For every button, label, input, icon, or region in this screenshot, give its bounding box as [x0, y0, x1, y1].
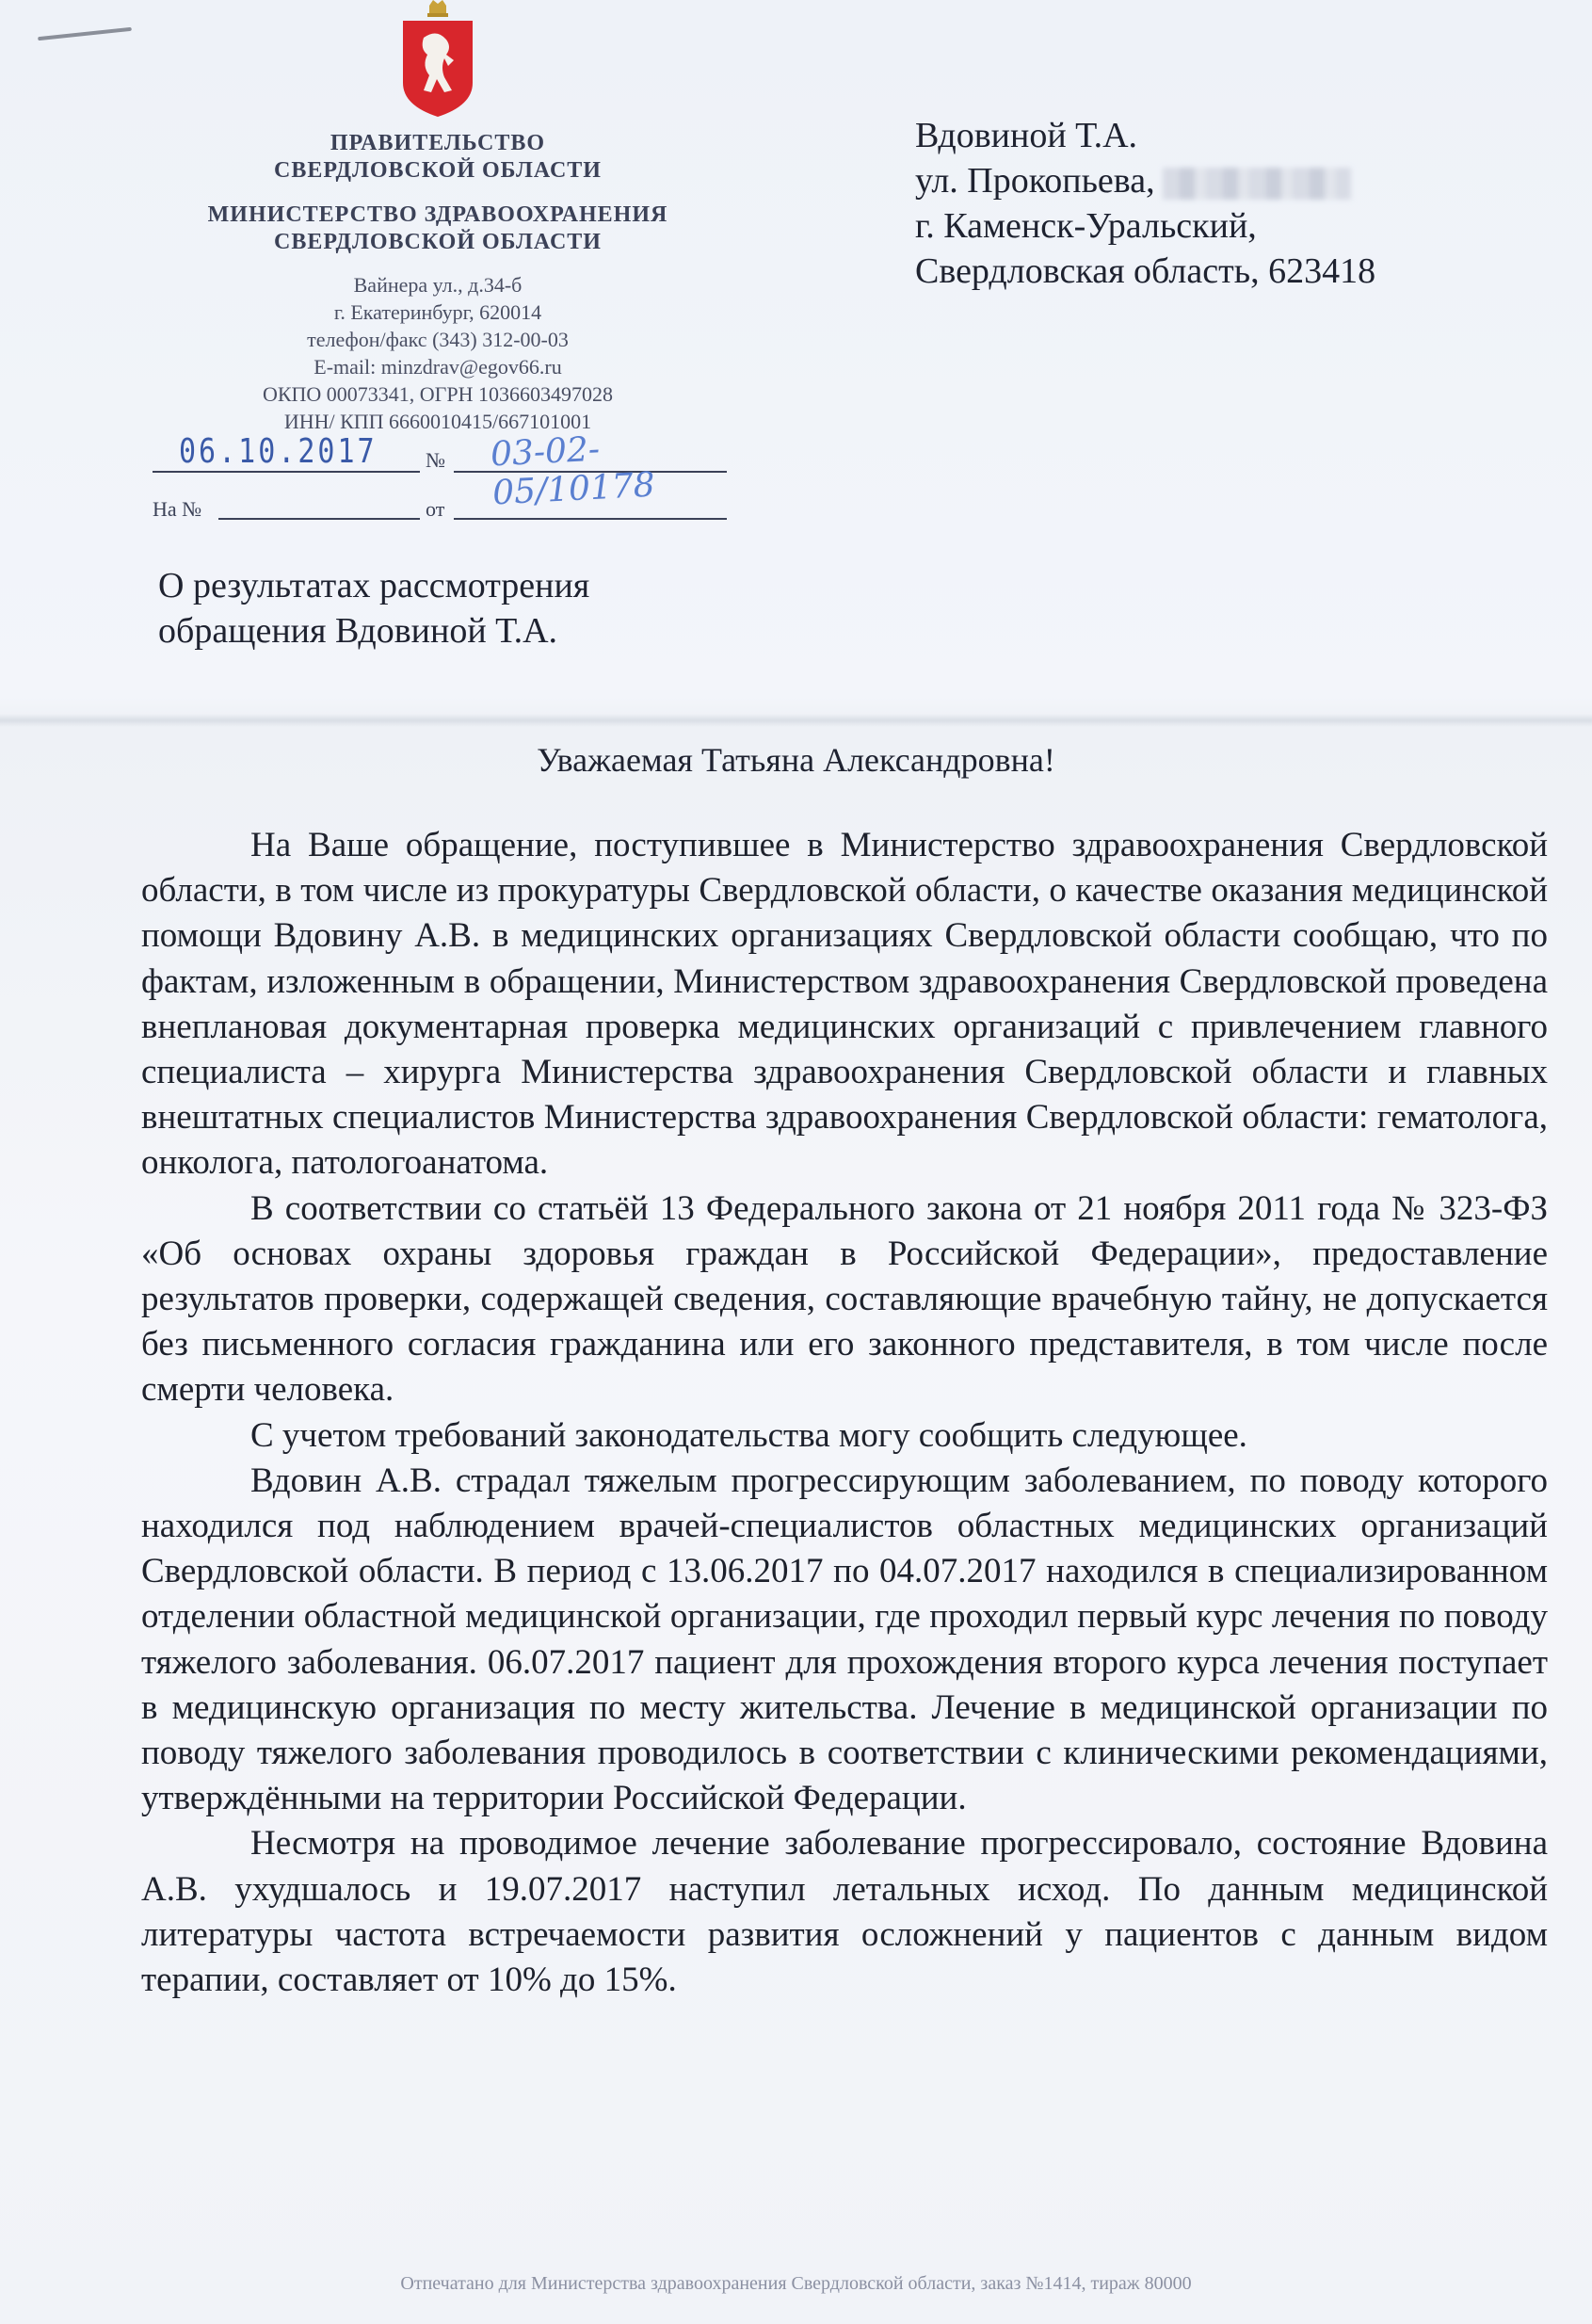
ref-label: На № [153, 497, 202, 521]
body-paragraph: В соответствии со статьёй 13 Федерального закона от 21 ноября 2011 года № 323-ФЗ «Об основах охраны здоровья граждан в Российской Федерации», предоставление результатов проверки, содержащей сведения, составляющие врачебную тайну, не допускается без письменного согласия гражданина или его законного представителя, в том числе после смерти человека. [141, 1188, 1548, 1410]
body-paragraph: На Ваше обращение, поступившее в Министерство здравоохранения Свердловской области, в том числе из прокуратуры Свердловской области, о качестве оказания медицинской помощи Вдовину А.В. в медицинских организациях Свердловской области сообщаю, что по фактам, изложенным в обращении, Министерством здравоохранения Свердловской проведена внеплановая документарная проверка медицинских организаций с привлечением главного специалиста – хирурга Министерства здравоохранения Свердловской области и главных внештатных специалистов Министерства здравоохранения Свердловской области: гематолога, онколога, патологоанатома. [141, 826, 1548, 1183]
reference-line [153, 497, 727, 525]
number-label: № [426, 448, 445, 472]
coat-of-arms-icon [399, 0, 476, 119]
body-paragraph: Вдовин А.В. страдал тяжелым прогрессирующим заболеванием, по поводу которого находился под наблюдением врачей-специалистов областных медицинских организаций Свердловской области. В период с 13.06.2017 по 04.07.2017 находился в специализированном отделении областной медицинской организации, где проходил первый курс лечения по поводу тяжелого заболевания. 06.07.2017 пациент для прохождения второго курса лечения поступает в медицинскую организация по месту жительства. Лечение в медицинской организации по поводу тяжелого заболевания проводилось в соответствии с клиническими рекомендациями, утверждёнными на территории Российской Федерации. [141, 1461, 1548, 1818]
body-paragraph: Несмотря на проводимое лечение заболевание прогрессировало, состояние Вдовина А.В. ухудшалось и 19.07.2017 наступил летальных исход. По данным медицинской литературы частота встречаемости развития осложнений у пациентов с данным видом терапии, составляет от 10% до 15%. [141, 1824, 1548, 2000]
recipient-address: Вдовиной Т.А. ул. Прокопьева, г. Каменск-Уральский, Свердловская область, 623418 [915, 116, 1376, 291]
body-paragraph: С учетом требований законодательства могу сообщить следующее. [250, 1415, 1247, 1455]
letterhead [160, 130, 716, 435]
paper-fold [0, 714, 1592, 727]
date-underline [153, 471, 420, 473]
date-stamp: 06.10.2017 [179, 431, 378, 472]
staple-mark [38, 27, 132, 40]
letter-subject: О результатах рассмотрения обращения Вдовиной Т.А. [158, 566, 590, 651]
print-footer: Отпечатано для Министерства здравоохранения Свердловской области, заказ №1414, тираж 80000 [400, 2273, 1192, 2294]
ministry-title: МИНИСТЕРСТВО ЗДРАВООХРАНЕНИЯ СВЕРДЛОВСКОЙ ОБЛАСТИ [207, 202, 668, 254]
redacted-block [1163, 168, 1351, 200]
government-title: ПРАВИТЕЛЬСТВО СВЕРДЛОВСКОЙ ОБЛАСТИ [274, 131, 602, 183]
from-label: от [426, 497, 445, 521]
ref-underline [218, 518, 420, 520]
salutation: Уважаемая Татьяна Александровна! [537, 741, 1055, 779]
from-underline [454, 518, 727, 520]
ministry-address: Вайнера ул., д.34-б г. Екатеринбург, 620014 телефон/факс (343) 312-00-03 E-mail: minzdrav@egov66.ru ОКПО 00073341, ОГРН 1036603497028 ИНН/ КПП 6660010415/667101001 [262, 273, 614, 433]
letter-body [141, 823, 1548, 2003]
handwritten-number: 03-02-05/10178 [490, 429, 656, 513]
